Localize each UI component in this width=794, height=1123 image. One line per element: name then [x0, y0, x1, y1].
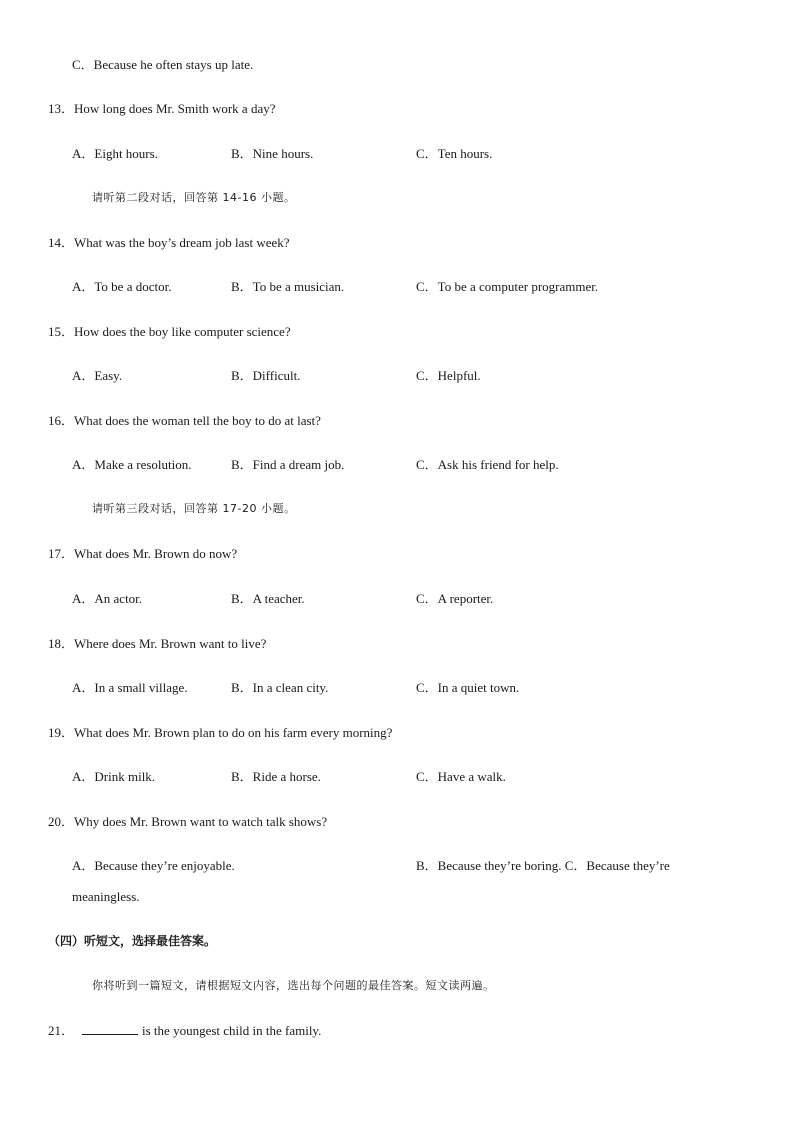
q17-option-a: A．An actor.	[72, 591, 143, 606]
q14-option-c: C．To be a computer programmer.	[416, 279, 599, 294]
q20-question: 20．Why does Mr. Brown want to watch talk shows?	[48, 814, 328, 829]
q15-option-c: C．Helpful.	[416, 368, 481, 383]
instruction-part3: 请听第三段对话，回答第 17-20 小题。	[92, 502, 296, 515]
q15-question: 15．How does the boy like computer science?	[48, 324, 291, 339]
q19-option-a: A．Drink milk.	[72, 769, 156, 784]
q20-option-c-continued: meaningless.	[72, 889, 140, 904]
q15-option-b: B．Difficult.	[231, 368, 301, 383]
q18-option-b: B．In a clean city.	[231, 680, 329, 695]
answer-blank	[82, 1023, 138, 1035]
q13-option-a: A．Eight hours.	[72, 146, 158, 161]
q19-option-b: B．Ride a horse.	[231, 769, 321, 784]
q18-question: 18．Where does Mr. Brown want to live?	[48, 636, 267, 651]
q17-option-b: B．A teacher.	[231, 591, 305, 606]
section-heading-4: （四）听短文，选择最佳答案。	[48, 934, 217, 948]
q17-question: 17．What does Mr. Brown do now?	[48, 546, 238, 561]
q16-question: 16．What does the woman tell the boy to do at last?	[48, 413, 321, 428]
q14-question: 14．What was the boy’s dream job last week?	[48, 235, 290, 250]
q18-option-c: C．In a quiet town.	[416, 680, 520, 695]
q20-option-bc: B．Because they’re boring. C．Because they’re	[416, 858, 670, 873]
instruction-part2: 请听第二段对话，回答第 14-16 小题。	[92, 191, 296, 204]
q15-option-a: A．Easy.	[72, 368, 123, 383]
q13-option-c: C．Ten hours.	[416, 146, 493, 161]
q17-option-c: C．A reporter.	[416, 591, 494, 606]
q16-option-c: C．Ask his friend for help.	[416, 457, 559, 472]
q18-option-a: A．In a small village.	[72, 680, 188, 695]
q21-text: is the youngest child in the family.	[142, 1023, 322, 1038]
q19-question: 19．What does Mr. Brown plan to do on his farm every morning?	[48, 725, 393, 740]
q19-option-c: C．Have a walk.	[416, 769, 506, 784]
q12-option-c: C．Because he often stays up late.	[72, 57, 254, 72]
q13-question: 13．How long does Mr. Smith work a day?	[48, 101, 276, 116]
q14-option-a: A．To be a doctor.	[72, 279, 172, 294]
q21-question	[48, 1023, 321, 1039]
q13-option-b: B．Nine hours.	[231, 146, 314, 161]
instruction-part4: 你将听到一篇短文，请根据短文内容，选出每个问题的最佳答案。短文读两遍。	[92, 979, 495, 992]
q14-option-b: B．To be a musician.	[231, 279, 345, 294]
q21-number: 21．	[48, 1023, 75, 1038]
q16-option-b: B．Find a dream job.	[231, 457, 345, 472]
q16-option-a: A．Make a resolution.	[72, 457, 192, 472]
q20-option-a: A．Because they’re enjoyable.	[72, 858, 235, 873]
